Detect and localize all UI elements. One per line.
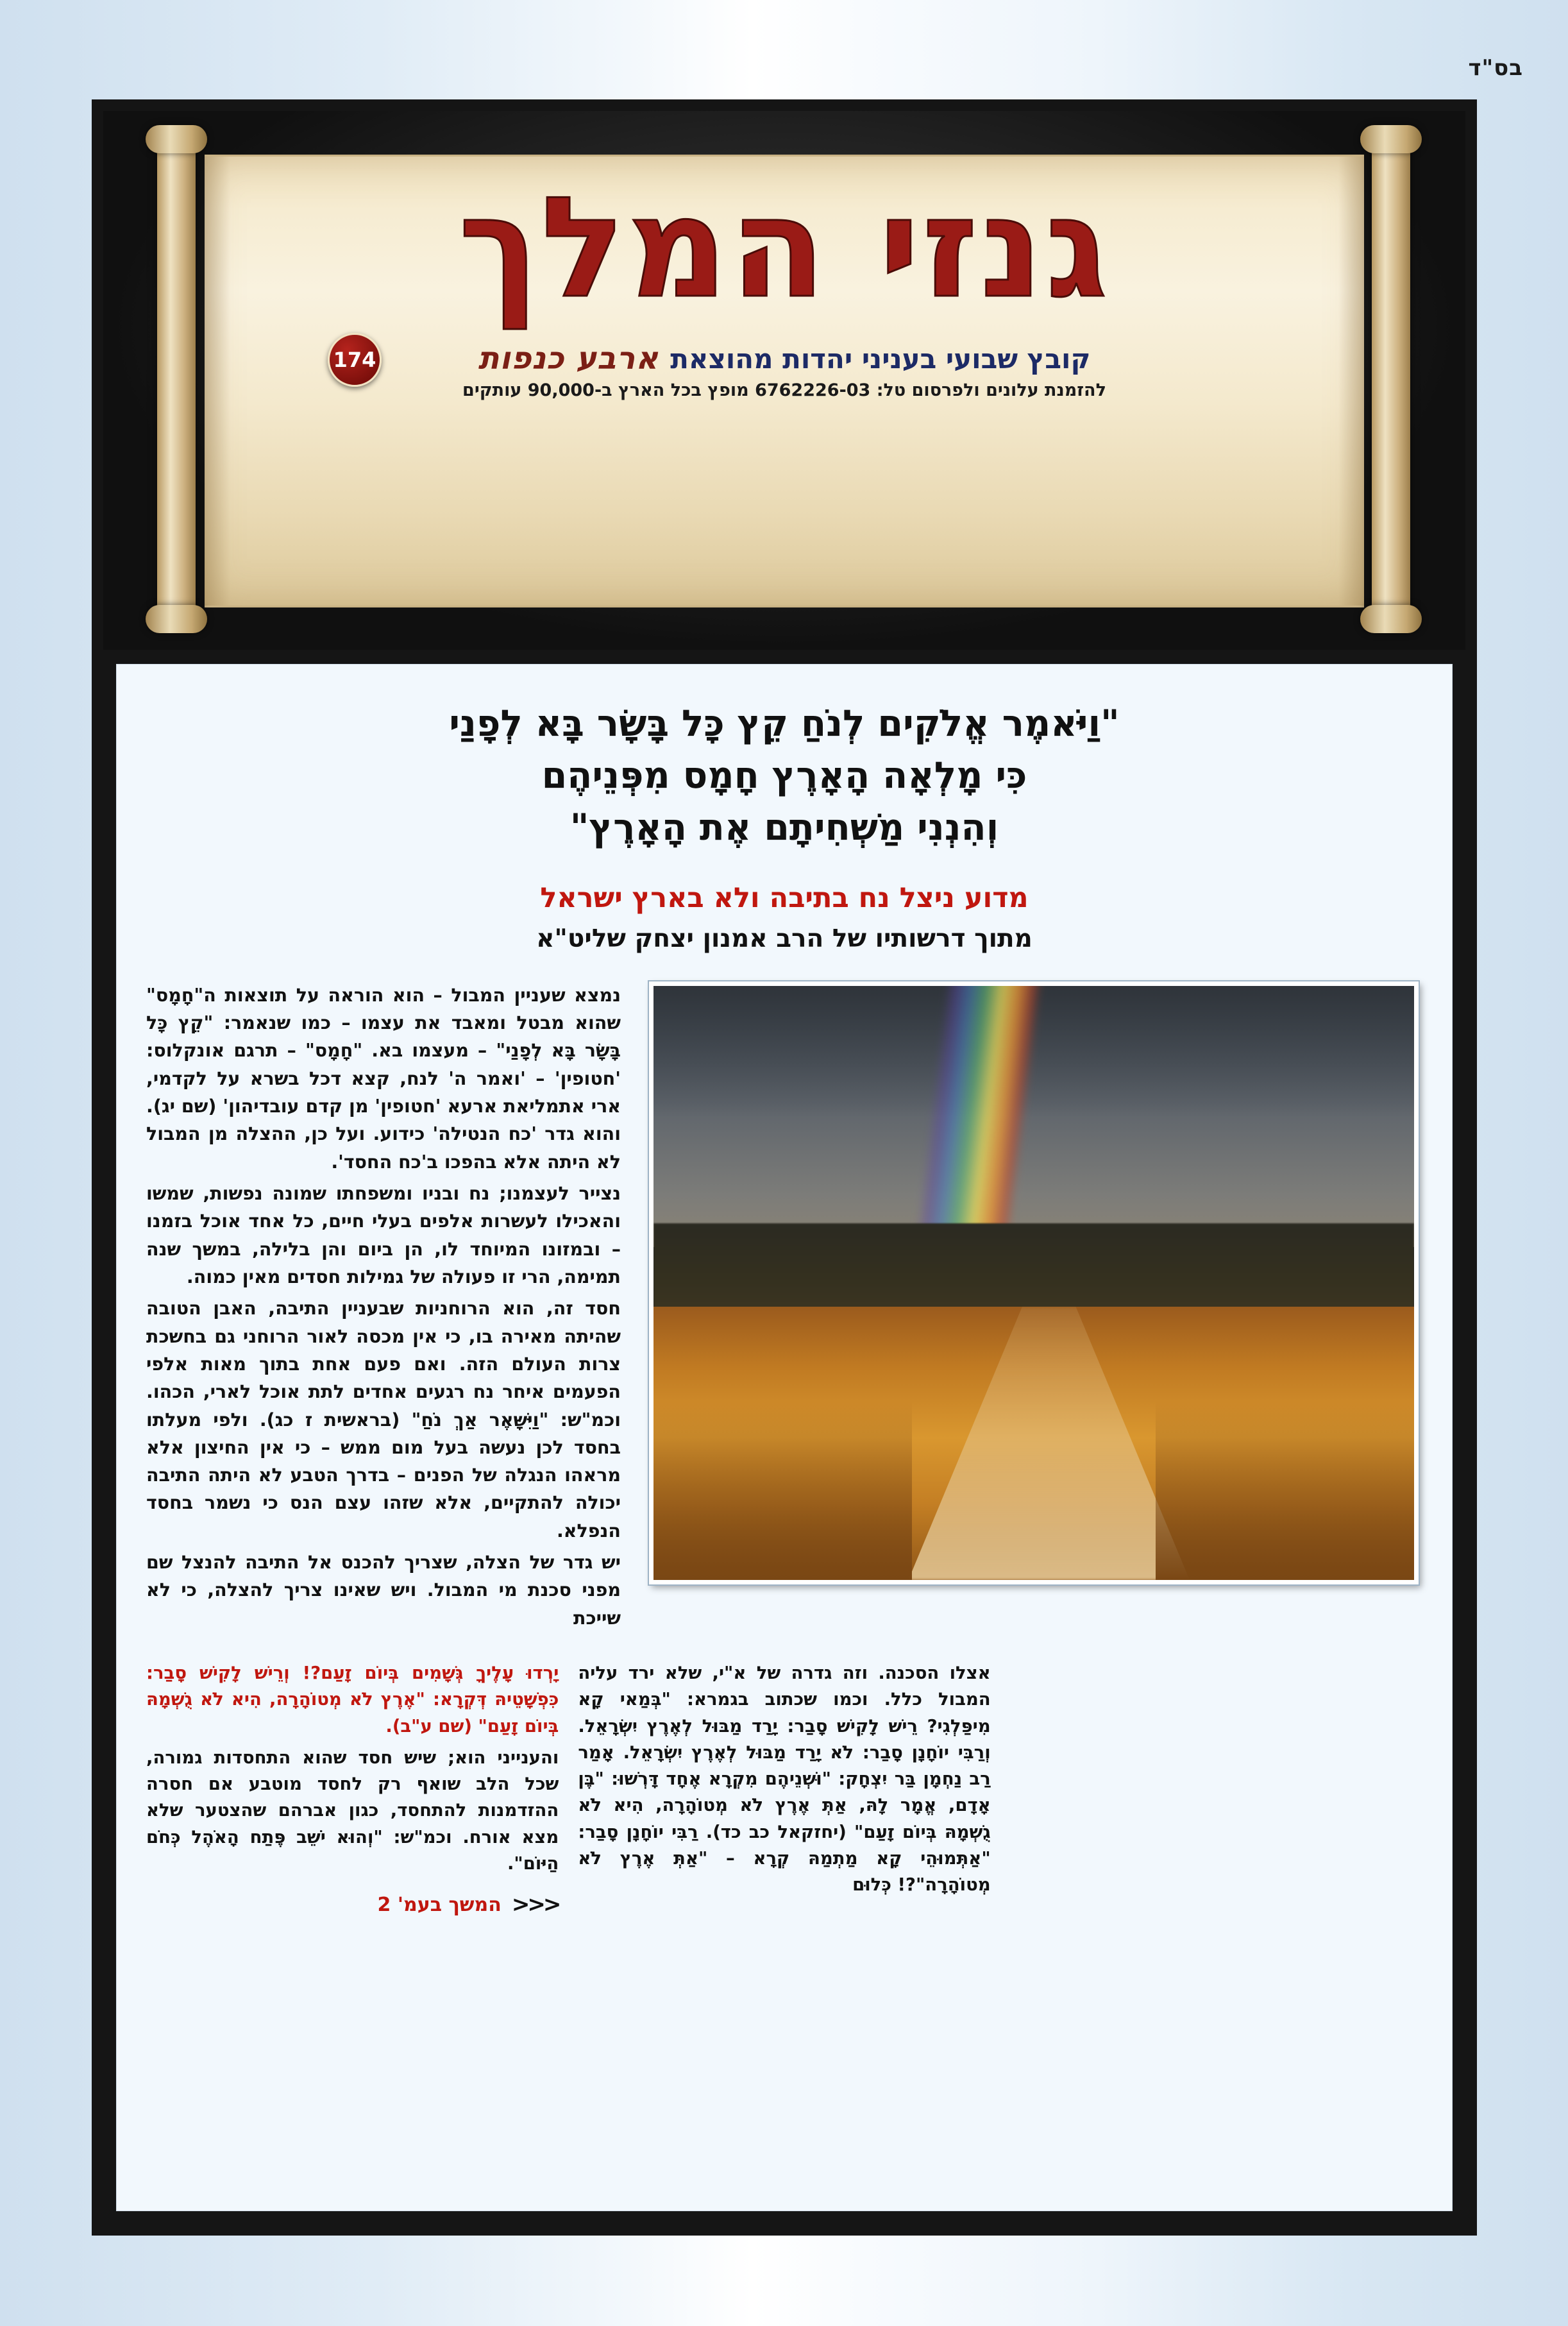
article-photo-column bbox=[643, 981, 1419, 1636]
main-paragraph: נמצא שעניין המבול – הוא הוראה על תוצאות ה"חָמָס" שהוא מבטל ומאבד את עצמו – כמו שנאמר: "קֵץ כָּל בָּשָׂר בָּא לְפָנַי" – מעצמו בא. "חָמָס" – תרגם אונקלוס: 'חטופין' – 'ואמר ה' לנח, קצא דכל בשרא על לקדמי, ארי אתמליאת ארעא 'חטופין' מן קדם עובדיהון' (שם יג). והוא גדר 'כח הנטילה' כידוע. ועל כן, ההצלה מן המבול לא היתה אלא בהפכו ב'כח החסד'. bbox=[146, 984, 621, 1173]
photo-treeline bbox=[653, 1223, 1414, 1318]
lower-paragraph: והענייני הוא; שיש חסד שהוא התחסדות גמורה, שכל הלב שואף רק לחסד מוטבע אם חסרה ההזדמנות להתחסד, כגון אברהם שהצטער שלא מצא אורח. וכמ"ש: "וְהוּא יֹשֵׁב פֶּתַח הָאֹהֶל כְּחֹם הַיּוֹם". bbox=[146, 1747, 559, 1874]
main-paragraph: נצייר לעצמנו; נח ובניו ומשפחתו שמונה נפשות, שמשו והאכילו לעשרות אלפים בעלי חיים, כל אחד אוכל בזמנו – ובמזונו המיוחד לו, הן ביום והן בלילה, במשך שנה תמימה, הרי זו פעולה של גמילות חסדים מאין כמוה. bbox=[146, 1183, 621, 1287]
headline-pasuk bbox=[185, 698, 1384, 854]
continued-row[interactable] bbox=[146, 1889, 559, 1921]
bsd-label: בס"ד bbox=[1468, 55, 1523, 81]
content-sheet bbox=[116, 664, 1453, 2211]
article-subheadline: מדוע ניצל נח בתיבה ולא בארץ ישראל bbox=[540, 881, 1029, 914]
article-byline: מתוך דרשותיו של הרב אמנון יצחק שליט"א bbox=[536, 924, 1033, 953]
publication-frame bbox=[92, 99, 1477, 2236]
pasuk-line-3: וְהִנְנִי מַשְׁחִיתָם אֶת הָאָרֶץ" bbox=[569, 806, 999, 849]
masthead bbox=[103, 111, 1465, 650]
publisher-brand: ארבע כנפות bbox=[478, 341, 659, 377]
article-body-row bbox=[146, 981, 1422, 1636]
publication-title: גנזי המלך bbox=[459, 167, 1110, 328]
scroll-graphic bbox=[129, 129, 1440, 629]
issue-number-badge: 174 bbox=[328, 333, 382, 387]
main-paragraph: יש גדר של הצלה, שצריך להכנס אל התיבה להנצל שם מפני סכנת מי המבול. ויש שאינו צריך להצלה, כי לא שייכת bbox=[146, 1552, 621, 1629]
photo-grass-left bbox=[653, 1402, 912, 1580]
main-paragraph: חסד זה, הוא הרוחניות שבעניין התיבה, האבן הטובה שהיתה מאירה בו, כי אין מכסה לאור הרוחני גם בחשכת צרות העולם הזה. ואם פעם אחת בתוך מאות אלפי הפעמים איחר נח רגעים אחדים לתת אוכל לארי, הכהו. וכמ"ש: "וַיִּשָּׁאֶר אַךְ נֹחַ" (בראשית ז כג). ולפי מעלתו בחסד לכן נעשה בעל מום ממש – כי אין החיצון אלא מראהו הנגלה של הפנים – בדרך הטבע לא היתה התיבה יכולה להתקיים, אלא שזהו עצם הנס כי נשמר בחסד הנפלא. bbox=[146, 1298, 621, 1541]
continued-arrows-icon: <<< bbox=[511, 1892, 559, 1917]
lower-paragraph: אצלו הסכנה. וזה גדרה של א"י, שלא ירד עליה המבול כלל. וכמו שכתוב בגמרא: "בְּמַאי קָא מִיפַּלְגִי? רֵישׁ לָקִישׁ סָבַר: יָרַד מַבּוּל לְאֶרֶץ יִשְׂרָאֵל. וְרַבִּי יוֹחָנָן סָבַר: לֹא יָרַד מַבּוּל לְאֶרֶץ יִשְׂרָאֵל. אָמַר רַב נַחְמָן בַּר יִצְחָק: "וּשְׁנֵיהֶם מִקְרָא אֶחָד דָּרְשׁוּ: "בֶּן אָדָם, אֱמָר לָהּ, אַתְּ אֶרֶץ לֹא מְטוֹהָרָה, הִיא לֹא גֻשְׁמָהּ בְּיוֹם זָעַם" (יחזקאל כב כד). רַבִּי יוֹחָנָן סָבַר: "אַתְּמוּהֵי קָא מַתְמַהּ קְרָא – "אַתְּ אֶרֶץ לֹא מְטוֹהָרָה"?! כְּלוּם bbox=[578, 1663, 991, 1895]
pasuk-line-2: כִּי מָלְאָה הָאָרֶץ חָמָס מִפְּנֵיהֶם bbox=[541, 754, 1027, 797]
lower-paragraph: יָרְדוּ עָלֶיךָ גְּשָׁמִים בְּיוֹם זָעַם?! וְרֵישׁ לָקִישׁ סָבַר: כִּפְשָׁטֵיהּ דְּקְרָא: "אֶרֶץ לֹא מְטוֹהָרָה, הִיא לֹא גֻשְׁמָהּ בְּיוֹם זָעַם" (שם ע"ב). bbox=[146, 1663, 559, 1736]
rainbow-field-photo bbox=[649, 981, 1419, 1584]
lower-columns bbox=[146, 1660, 1422, 1921]
continued-label: המשך בעמ' 2 bbox=[377, 1894, 502, 1916]
lower-column-right bbox=[146, 1660, 559, 1921]
pasuk-line-1: "וַיֹּאמֶר אֱלֹקִים לְנֹחַ קֵץ כָּל בָּשָׂר בָּא לְפָנַי bbox=[449, 702, 1120, 745]
lower-column-middle bbox=[578, 1660, 990, 1921]
lower-column-left bbox=[1010, 1660, 1422, 1921]
photo-grass-right bbox=[1156, 1402, 1414, 1580]
article-main-column bbox=[146, 981, 621, 1636]
contact-line: להזמנת עלונים ולפרסום טל: 6762226-03 מופץ בכל הארץ ב-90,000 עותקים bbox=[462, 380, 1106, 400]
publication-subtitle-row bbox=[129, 341, 1440, 377]
publication-subtitle: קובץ שבועי בעניני יהדות מהוצאת bbox=[670, 343, 1091, 375]
